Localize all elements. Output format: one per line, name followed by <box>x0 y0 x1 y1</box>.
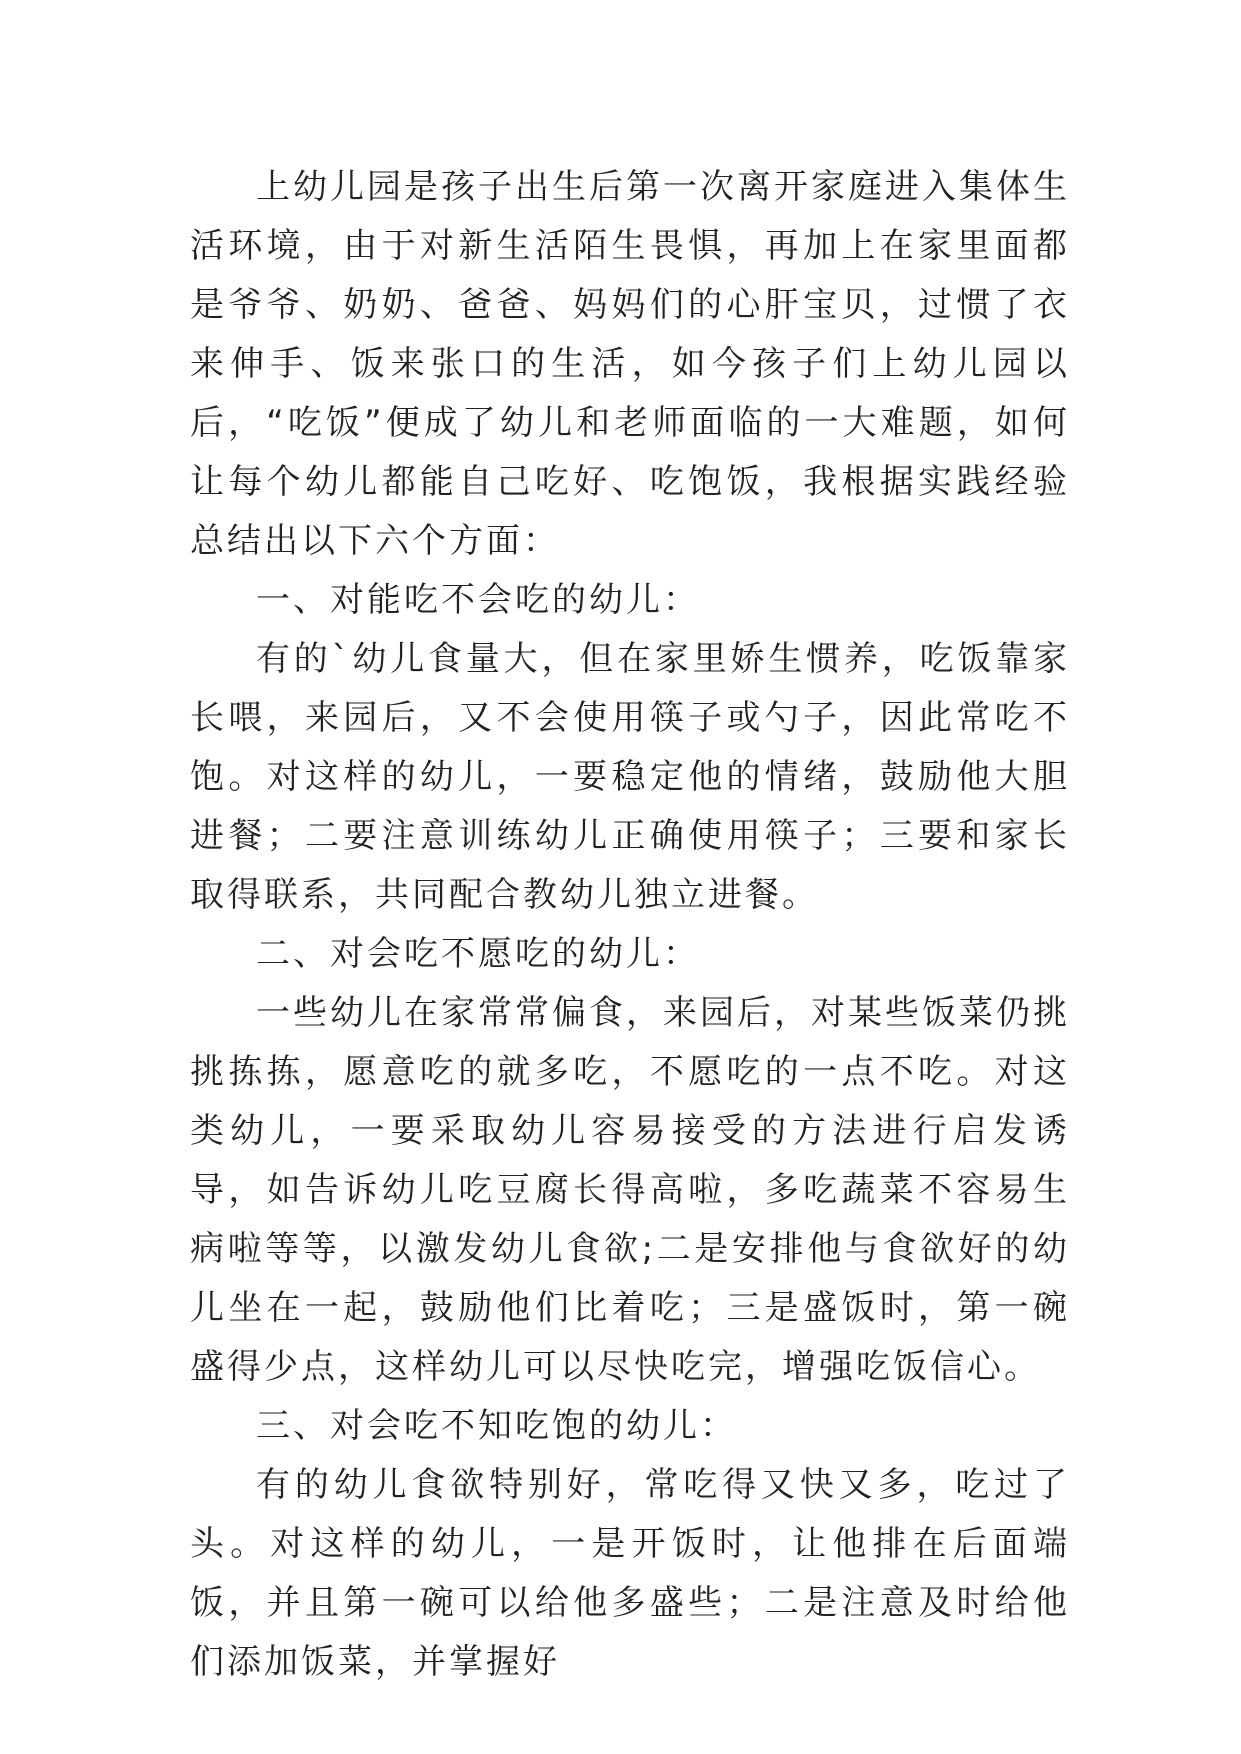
section-2-paragraph: 一些幼儿在家常常偏食，来园后，对某些饭菜仍挑挑拣拣，愿意吃的就多吃，不愿吃的一点不吃。对这类幼儿，一要采取幼儿容易接受的方法进行启发诱导，如告诉幼儿吃豆腐长得高啦，多吃蔬菜不容易生病啦等等，以激发幼儿食欲;二是安排他与食欲好的幼儿坐在一起，鼓励他们比着吃；三是盛饭时，第一碗盛得少点，这样幼儿可以尽快吃完，增强吃饭信心。 <box>190 993 1070 1387</box>
intro-paragraph: 上幼儿园是孩子出生后第一次离开家庭进入集体生活环境，由于对新生活陌生畏惧，再加上在家里面都是爷爷、奶奶、爸爸、妈妈们的心肝宝贝，过惯了衣来伸手、饭来张口的生活，如今孩子们上幼儿园以后，“吃饭”便成了幼儿和老师面临的一大难题，如何让每个幼儿都能自己吃好、吃饱饭，我根据实践经验总结出以下六个方面： <box>190 167 1070 561</box>
section-heading-3: 三、对会吃不知吃饱的幼儿： <box>256 1406 737 1446</box>
section-3-paragraph: 有的幼儿食欲特别好，常吃得又快又多，吃过了头。对这样的幼儿，一是开饭时，让他排在后面端饭，并且第一碗可以给他多盛些；二是注意及时给他们添加饭菜，并掌握好 <box>190 1465 1070 1682</box>
document-body <box>190 158 1070 1692</box>
section-1-paragraph: 有的`幼儿食量大，但在家里娇生惯养，吃饭靠家长喂，来园后，又不会使用筷子或勺子，因此常吃不饱。对这样的幼儿，一要稳定他的情绪，鼓励他大胆进餐；二要注意训练幼儿正确使用筷子；三要和家长取得联系，共同配合教幼儿独立进餐。 <box>190 639 1070 915</box>
section-heading-2: 二、对会吃不愿吃的幼儿： <box>256 934 700 974</box>
section-heading-1: 一、对能吃不会吃的幼儿： <box>256 580 700 620</box>
